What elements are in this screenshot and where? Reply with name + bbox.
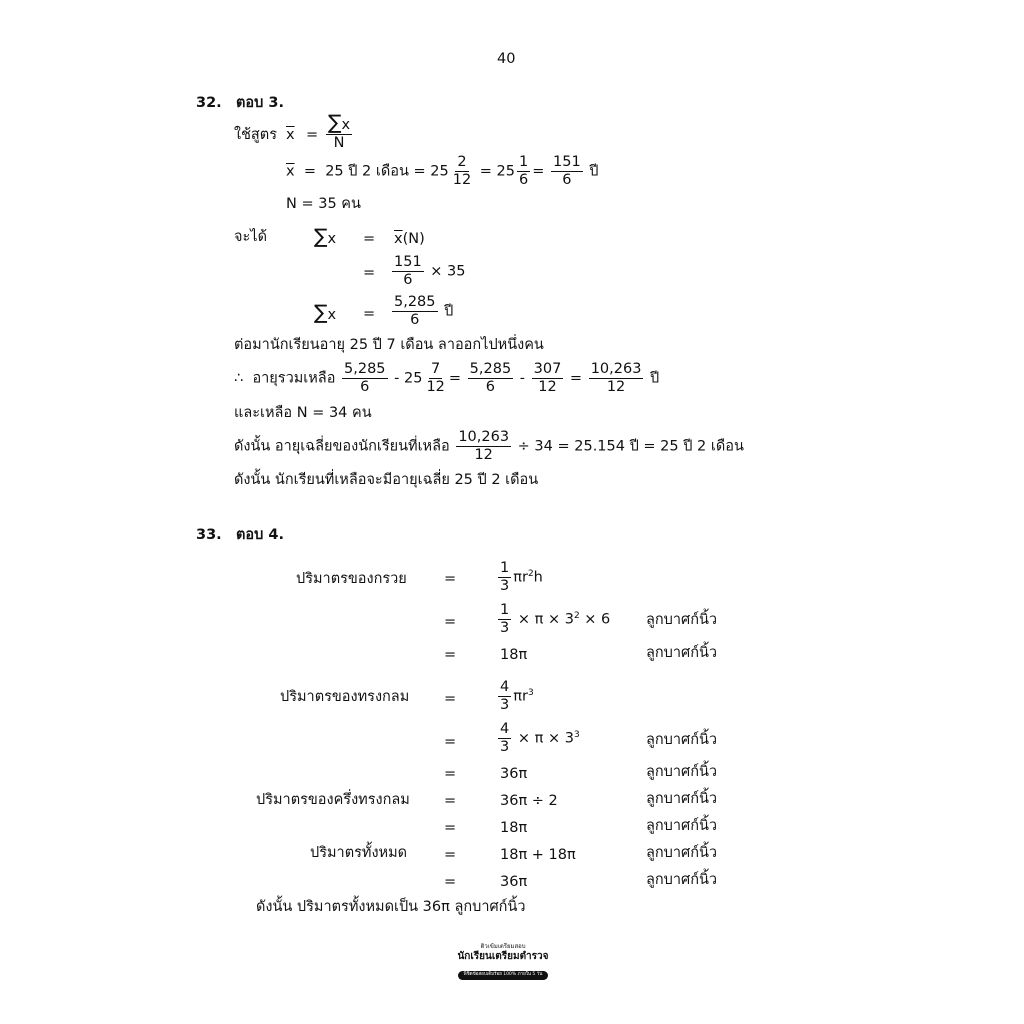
q32-line2: $\overline{x} = 25$ ปี 2 เดือน = 25 $\frac{2}{12}$ = 25 $\frac{1}{6}$ = $\frac{151}{6}$ ปี bbox=[286, 154, 599, 189]
unit: ลูกบาศก์นิ้ว bbox=[646, 645, 718, 661]
eq: = bbox=[444, 793, 457, 809]
cone-formula: $\frac{1}{3}$ $\pi r^2h$ bbox=[500, 560, 543, 595]
q32-formula-eq: = bbox=[306, 127, 319, 143]
mean-symbol: $\overline{x}$ bbox=[286, 127, 295, 143]
half-sphere-result: 18π bbox=[500, 820, 528, 836]
unit: ลูกบาศก์นิ้ว bbox=[646, 732, 718, 748]
eq: = bbox=[444, 614, 457, 630]
q32-formula-label: ใช้สูตร bbox=[234, 127, 277, 143]
q32-line10: ดังนั้น อายุเฉลี่ยของนักเรียนที่เหลือ $\frac{10,263}{12}$ ÷ 34 = 25.154 ปี = 25 ปี 2 เดือน bbox=[234, 429, 744, 464]
unit: ลูกบาศก์นิ้ว bbox=[646, 791, 718, 807]
q32-line7: ต่อมานักเรียนอายุ 25 ปี 7 เดือน ลาออกไปหนึ่งคน bbox=[234, 337, 544, 353]
sphere-label: ปริมาตรของทรงกลม bbox=[280, 689, 410, 705]
q33-number: 33. bbox=[196, 527, 222, 543]
q32-line8: ∴ อายุรวมเหลือ $\frac{5,285}{6}$ - 25 $\frac{7}{12}$ = $\frac{5,285}{6}$ - $\frac{307}{12}$ = $\frac{10,263}{12}$ ปี bbox=[234, 361, 660, 396]
q33-answer: ตอบ 4. bbox=[236, 527, 284, 543]
eq: = bbox=[444, 847, 457, 863]
q32-line9: และเหลือ N = 34 คน bbox=[234, 405, 372, 421]
total-result: 36π bbox=[500, 874, 528, 890]
q32-conclusion: ดังนั้น นักเรียนที่เหลือจะมีอายุเฉลี่ย 25 ปี 2 เดือน bbox=[234, 472, 539, 488]
cone-substitute: $\frac{1}{3}$ × $\pi \times 3^2 \times 6$ bbox=[500, 602, 611, 637]
q32-line5-rhs: $\frac{151}{6}$ × 35 bbox=[394, 254, 466, 289]
logo-title: นักเรียนเตรียมตำรวจ bbox=[457, 951, 549, 962]
half-sphere-label: ปริมาตรของครึ่งทรงกลม bbox=[256, 792, 410, 808]
logo-tagline: ติวเข้มเตรียมสอบ bbox=[480, 943, 526, 950]
q32-formula-lhs bbox=[286, 128, 295, 143]
eq: = bbox=[444, 647, 457, 663]
cone-label: ปริมาตรของกรวย bbox=[296, 571, 407, 587]
eq: = bbox=[444, 820, 457, 836]
q33-conclusion: ดังนั้น ปริมาตรทั้งหมดเป็น 36π ลูกบาศก์นิ้ว bbox=[256, 899, 526, 915]
cone-result: 18π bbox=[500, 647, 528, 663]
eq: = bbox=[444, 691, 457, 707]
unit: ลูกบาศก์นิ้ว bbox=[646, 872, 718, 888]
q32-line3: N = 35 คน bbox=[286, 196, 361, 212]
mean-symbol: $\overline{x}$ bbox=[286, 163, 295, 180]
unit: ลูกบาศก์นิ้ว bbox=[646, 612, 718, 628]
n-var: N bbox=[333, 135, 345, 152]
q32-line4-lhs: ∑x bbox=[314, 224, 337, 248]
eq: = bbox=[444, 766, 457, 782]
eq: = bbox=[444, 734, 457, 750]
q32-jadai: จะได้ bbox=[234, 229, 267, 245]
half-sphere-expr: 36π ÷ 2 bbox=[500, 793, 558, 809]
q32-answer: ตอบ 3. bbox=[236, 95, 284, 111]
sphere-substitute: $\frac{4}{3}$ × $\pi \times 3^3$ bbox=[500, 721, 580, 756]
unit: ลูกบาศก์นิ้ว bbox=[646, 845, 718, 861]
q32-line4-rhs: $\overline{x}(N)$ bbox=[394, 231, 425, 247]
eq: = bbox=[444, 874, 457, 890]
x-var: x bbox=[341, 117, 351, 133]
page-number: 40 bbox=[497, 51, 516, 67]
unit: ลูกบาศก์นิ้ว bbox=[646, 764, 718, 780]
publisher-logo bbox=[450, 944, 556, 980]
total-label: ปริมาตรทั้งหมด bbox=[310, 845, 408, 861]
q32-line4-eq: = bbox=[363, 231, 376, 247]
q32-line5-eq: = bbox=[363, 265, 376, 281]
q32-number: 32. bbox=[196, 95, 222, 111]
sigma-symbol: ∑ bbox=[328, 110, 342, 134]
sphere-result: 36π bbox=[500, 766, 528, 782]
q32-line6-rhs: $\frac{5,285}{6}$ ปี bbox=[394, 294, 454, 329]
q32-formula-rhs bbox=[324, 112, 354, 151]
q32-line6-lhs: ∑x bbox=[314, 300, 337, 324]
therefore-symbol: ∴ bbox=[234, 370, 244, 387]
total-expr: 18π + 18π bbox=[500, 847, 576, 863]
logo-pill: พิชิตข้อสอบเต็มร้อย 100% ภายใน 5 วัน bbox=[458, 971, 549, 980]
q32-line6-eq: = bbox=[363, 306, 376, 322]
eq: = bbox=[444, 571, 457, 587]
unit: ลูกบาศก์นิ้ว bbox=[646, 818, 718, 834]
sphere-formula: $\frac{4}{3}$ $\pi r^3$ bbox=[500, 679, 534, 714]
